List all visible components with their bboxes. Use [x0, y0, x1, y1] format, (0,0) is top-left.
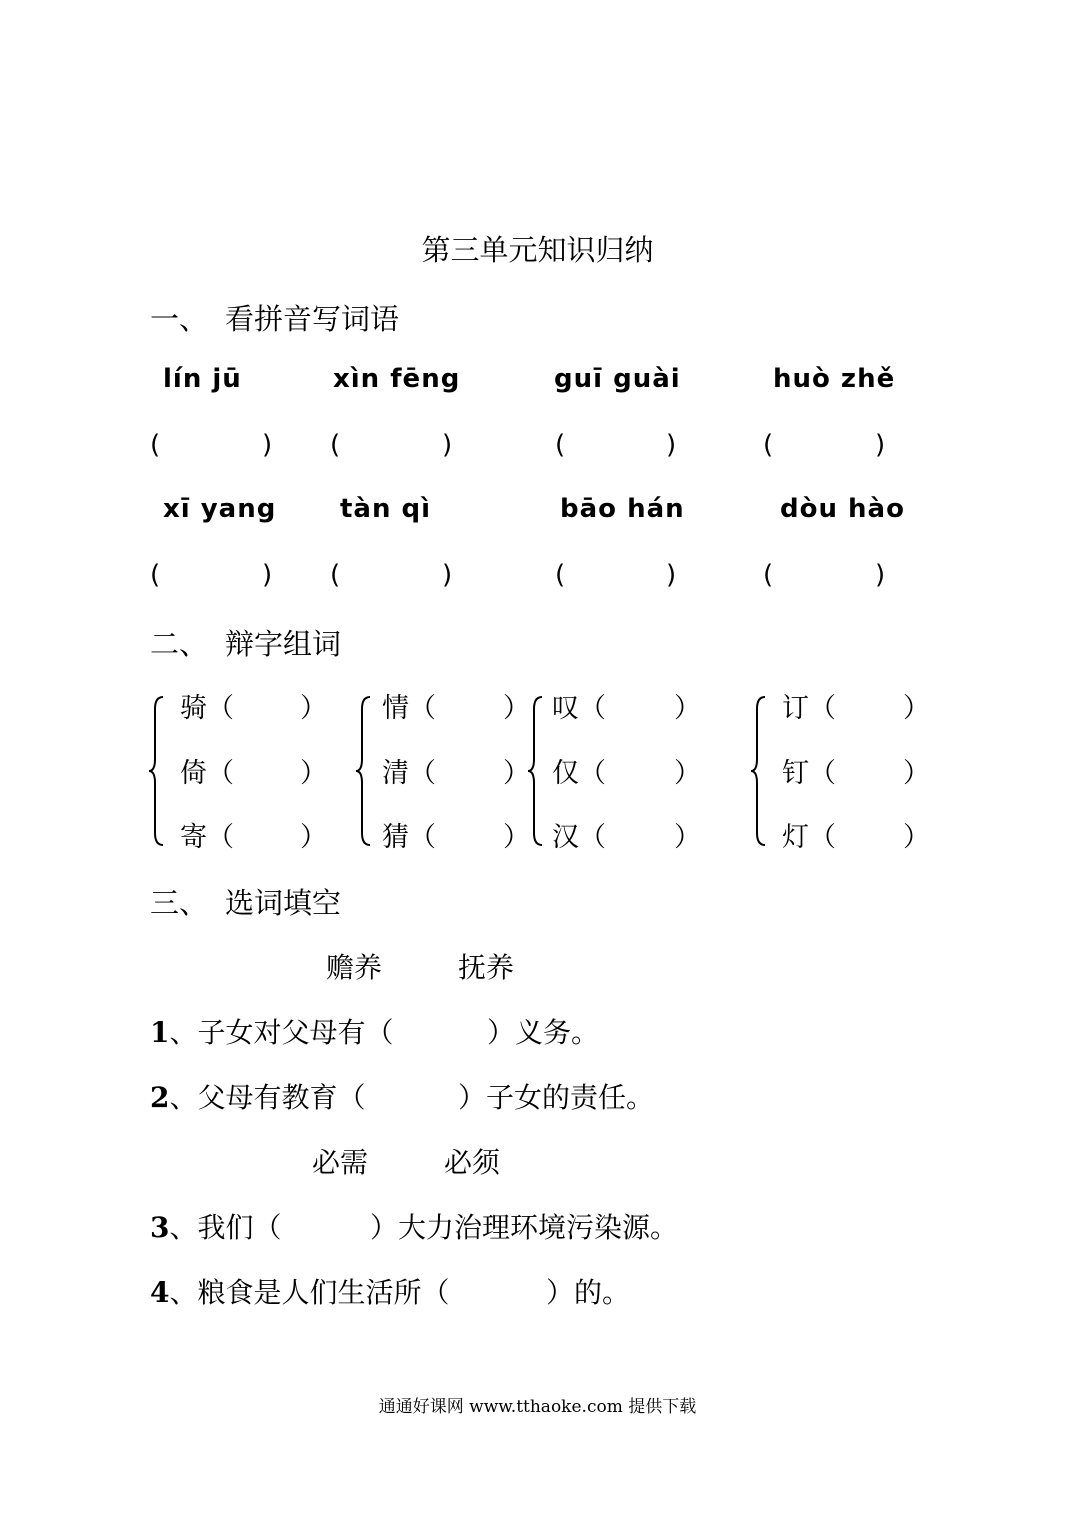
answer-blank-8-close: )	[875, 560, 886, 590]
answer-blank-8-open: (	[763, 560, 774, 590]
char-paren-close: ）	[674, 758, 701, 789]
footer-credit: 通通好课网 www.tthaoke.com 提供下载	[378, 1397, 697, 1417]
char-paren-close: ）	[300, 822, 327, 853]
section-2-title: 辩字组词	[225, 627, 342, 661]
section-2-heading	[150, 622, 341, 663]
answer-blank-5-open: (	[150, 560, 161, 590]
word-option: 必须	[444, 1146, 501, 1179]
sentence-1-end: ）义务。	[487, 1016, 600, 1049]
section-3-title: 选词填空	[225, 886, 342, 920]
char-item: 钉（	[782, 758, 836, 789]
brace-1	[148, 695, 164, 847]
char-paren-close: ）	[903, 758, 930, 789]
char-paren-close: ）	[674, 693, 701, 724]
pinyin-2: xìn fēng	[333, 364, 461, 394]
section-2-number: 二、	[150, 627, 209, 661]
char-paren-close: ）	[903, 693, 930, 724]
sentence-2-number: 2	[150, 1081, 170, 1114]
char-item: 猜（	[382, 822, 436, 853]
section-1-title: 看拼音写词语	[225, 302, 400, 336]
pinyin-4: huò zhě	[773, 364, 896, 394]
word-option: 必需	[312, 1146, 369, 1179]
answer-blank-3-close: )	[666, 430, 677, 460]
sentence-3-number: 3	[150, 1211, 170, 1244]
section-3-number: 三、	[150, 886, 209, 920]
page-title: 第三单元知识归纳	[421, 233, 654, 267]
pinyin-3: guī guài	[554, 364, 681, 394]
brace-4	[750, 695, 766, 847]
char-item: 骑（	[180, 693, 234, 724]
sentence-4-end: ）的。	[546, 1276, 631, 1309]
char-paren-close: ）	[300, 758, 327, 789]
char-item: 订（	[782, 693, 836, 724]
char-item: 仅（	[552, 758, 606, 789]
char-paren-close: ）	[300, 693, 327, 724]
char-item: 叹（	[552, 693, 606, 724]
sentence-4: 4、粮食是人们生活所（	[150, 1276, 450, 1309]
section-1-heading	[150, 297, 399, 338]
char-item: 汉（	[552, 822, 606, 853]
sentence-2: 2、父母有教育（	[150, 1081, 366, 1114]
char-item: 寄（	[180, 822, 234, 853]
sentence-3: 3、我们（	[150, 1211, 282, 1244]
char-item: 情（	[382, 693, 436, 724]
answer-blank-4-open: (	[763, 430, 774, 460]
pinyin-6: tàn qì	[340, 494, 432, 524]
word-option: 抚养	[458, 951, 515, 984]
sentence-3-end: ）大力治理环境污染源。	[370, 1211, 679, 1244]
char-paren-close: ）	[903, 822, 930, 853]
section-3-heading	[150, 881, 341, 922]
answer-blank-1-close: )	[262, 430, 273, 460]
sentence-4-number: 4	[150, 1276, 170, 1309]
answer-blank-3-open: (	[555, 430, 566, 460]
answer-blank-6-open: (	[330, 560, 341, 590]
pinyin-1: lín jū	[163, 364, 242, 394]
answer-blank-2-open: (	[330, 430, 341, 460]
word-option: 赡养	[326, 951, 383, 984]
char-item: 倚（	[180, 758, 234, 789]
answer-blank-7-close: )	[666, 560, 677, 590]
sentence-2-end: ）子女的责任。	[458, 1081, 655, 1114]
pinyin-7: bāo hán	[560, 494, 685, 524]
pinyin-8: dòu hào	[780, 494, 905, 524]
section-1-number: 一、	[150, 302, 209, 336]
brace-2	[355, 695, 371, 847]
answer-blank-5-close: )	[262, 560, 273, 590]
answer-blank-4-close: )	[875, 430, 886, 460]
char-paren-close: ）	[503, 822, 530, 853]
answer-blank-7-open: (	[555, 560, 566, 590]
sentence-1-number: 1	[150, 1016, 170, 1049]
char-paren-close: ）	[503, 758, 530, 789]
pinyin-5: xī yang	[163, 494, 277, 524]
char-item: 灯（	[782, 822, 836, 853]
answer-blank-2-close: )	[442, 430, 453, 460]
answer-blank-6-close: )	[442, 560, 453, 590]
char-paren-close: ）	[503, 693, 530, 724]
answer-blank-1-open: (	[150, 430, 161, 460]
char-item: 清（	[382, 758, 436, 789]
sentence-1: 1、子女对父母有（	[150, 1016, 394, 1049]
char-paren-close: ）	[674, 822, 701, 853]
